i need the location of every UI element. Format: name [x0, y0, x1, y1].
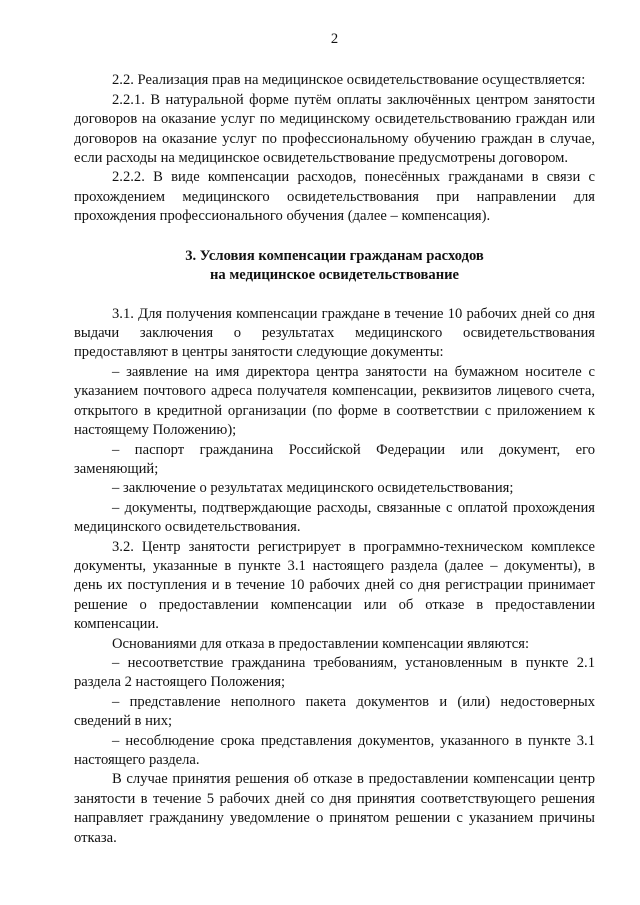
list-item-deadline-violation: – несоблюдение срока представления документов, указанного в пункте 3.1 настоящего раздела.	[74, 732, 595, 768]
page-number: 2	[330, 31, 339, 47]
list-item-nonconformity: – несоответствие гражданина требованиям, установленным в пункте 2.1 раздела 2 настоящего Положения;	[74, 654, 595, 691]
list-item-incomplete-documents: – представление неполного пакета документов и (или) недостоверных сведений в них;	[74, 693, 595, 730]
section-heading	[74, 247, 595, 285]
list-item-application: – заявление на имя директора центра занятости на бумажном носителе с указанием почтового адреса получателя компенсации, реквизитов лицевого счета, открытого в кредитной организации (по форме в соответствии с приложением к настоящему Положению);	[74, 363, 595, 439]
paragraph-refusal-notice: В случае принятия решения об отказе в предоставлении компенсации центр занятости в течение 5 рабочих дней со дня принятия соответствующего решения направляет гражданину уведомление о принятом решении с указанием причины отказа.	[74, 771, 595, 846]
paragraph-2-2-2: 2.2.2. В виде компенсации расходов, понесённых гражданами в связи с прохождением медицинского освидетельствования при направлении для прохождения профессионального обучения (далее – компенсация).	[74, 169, 595, 225]
list-item-expense-documents: – документы, подтверждающие расходы, связанные с оплатой прохождения медицинского освидетельствования.	[74, 499, 595, 536]
section-heading-line-2: на медицинское освидетельствование	[209, 266, 460, 283]
refusal-grounds-intro: Основаниями для отказа в предоставлении компенсации являются:	[112, 635, 530, 652]
document-page	[74, 30, 595, 848]
list-item-medical-conclusion: – заключение о результатах медицинского освидетельствования;	[112, 480, 514, 497]
paragraph-2-2: 2.2. Реализация прав на медицинское освидетельствование осуществляется:	[112, 72, 586, 89]
list-item-passport: – паспорт гражданина Российской Федерации или документ, его заменяющий;	[74, 441, 595, 477]
paragraph-3-1: 3.1. Для получения компенсации граждане в течение 10 рабочих дней со дня выдачи заключения о результатах медицинского освидетельствования предоставляют в центры занятости следующие документы:	[74, 305, 595, 361]
section-heading-line-1: 3. Условия компенсации гражданам расходов	[185, 247, 484, 264]
paragraph-2-2-1: 2.2.1. В натуральной форме путём оплаты заключённых центром занятости договоров на оказание услуг по медицинскому освидетельствованию граждан или договоров на оказание услуг по профессиональному обучению граждан в случае, если расходы на медицинское освидетельствование предусмотрены договором.	[74, 91, 595, 167]
paragraph-3-2: 3.2. Центр занятости регистрирует в программно-техническом комплексе документы, указанные в пункте 3.1 настоящего раздела (далее – документы), в день их поступления и в течение 10 рабочих дней со дня регистрации принимает решение о предоставлении компенсации или об отказе в предоставлении компенсации.	[74, 538, 595, 633]
